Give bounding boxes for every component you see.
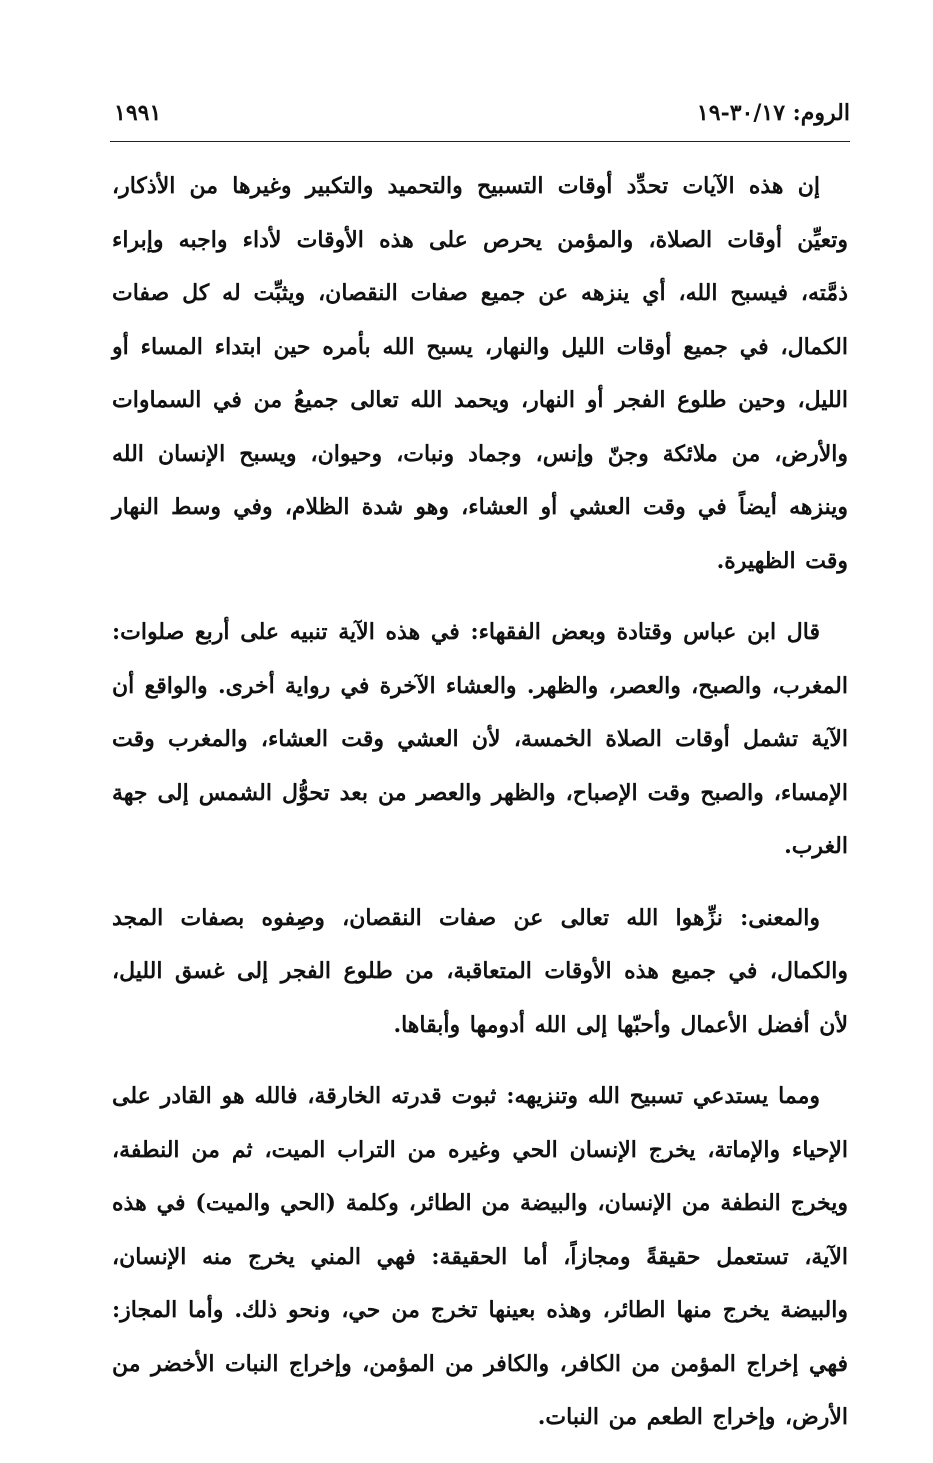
running-head: الروم: ٣٠/١٧-١٩ bbox=[696, 100, 850, 126]
paragraph-1: إن هذه الآيات تحدِّد أوقات التسبيح والتحميد والتكبير وغيرها من الأذكار، وتعيِّن أوقات الصلاة، والمؤمن يحرص على هذه الأوقات لأداء واجبه وإبراء ذمَّته، فيسبح الله، أي ينزهه عن جميع صفات النقصان، ويثبِّت له كل صفات الكمال، في جميع أوقات الليل والنهار، يسبح الله بأمره حين ابتداء المساء أو الليل، وحين طلوع الفجر أو النهار، ويحمد الله تعالى جميعُ من في السماوات والأرض، من ملائكة وجنّ وإنس، وجماد ونبات، وحيوان، ويسبح الإنسان الله وينزهه أيضاً في وقت العشي أو العشاء، وهو شدة الظلام، وفي وسط النهار وقت الظهيرة. bbox=[112, 173, 848, 574]
header-rule bbox=[110, 141, 850, 142]
body-text bbox=[112, 160, 848, 1463]
paragraph-4: ومما يستدعي تسبيح الله وتنزيهه: ثبوت قدرته الخارقة، فالله هو القادر على الإحياء والإماتة، يخرج الإنسان الحي وغيره من التراب الميت، ثم من النطفة، ويخرج النطفة من الإنسان، والبيضة من الطائر، وكلمة (الحي والميت) في هذه الآية، تستعمل حقيقةً ومجازاً، أما الحقيقة: فهي المني يخرج منه الإنسان، والبيضة يخرج منها الطائر، وهذه بعينها تخرج من حي، ونحو ذلك. وأما المجاز: فهي إخراج المؤمن من الكافر، والكافر من المؤمن، وإخراج النبات الأخضر من الأرض، وإخراج الطعم من النبات. bbox=[112, 1083, 848, 1430]
paragraph-2: قال ابن عباس وقتادة وبعض الفقهاء: في هذه الآية تنبيه على أربع صلوات: المغرب، والصبح، والعصر، والظهر. والعشاء الآخرة في رواية أخرى. والواقع أن الآية تشمل أوقات الصلاة الخمسة، لأن العشي وقت العشاء، والمغرب وقت الإمساء، والصبح وقت الإصباح، والظهر والعصر من بعد تحوُّل الشمس إلى جهة الغرب. bbox=[112, 619, 848, 859]
page-header bbox=[110, 94, 850, 142]
paragraph-3: والمعنى: نزِّهوا الله تعالى عن صفات النقصان، وصِفوه بصفات المجد والكمال، في جميع هذه الأوقات المتعاقبة، من طلوع الفجر إلى غسق الليل، لأن أفضل الأعمال وأحبّها إلى الله أدومها وأبقاها. bbox=[112, 904, 848, 1038]
page-number: ١٩٩١ bbox=[114, 100, 162, 126]
